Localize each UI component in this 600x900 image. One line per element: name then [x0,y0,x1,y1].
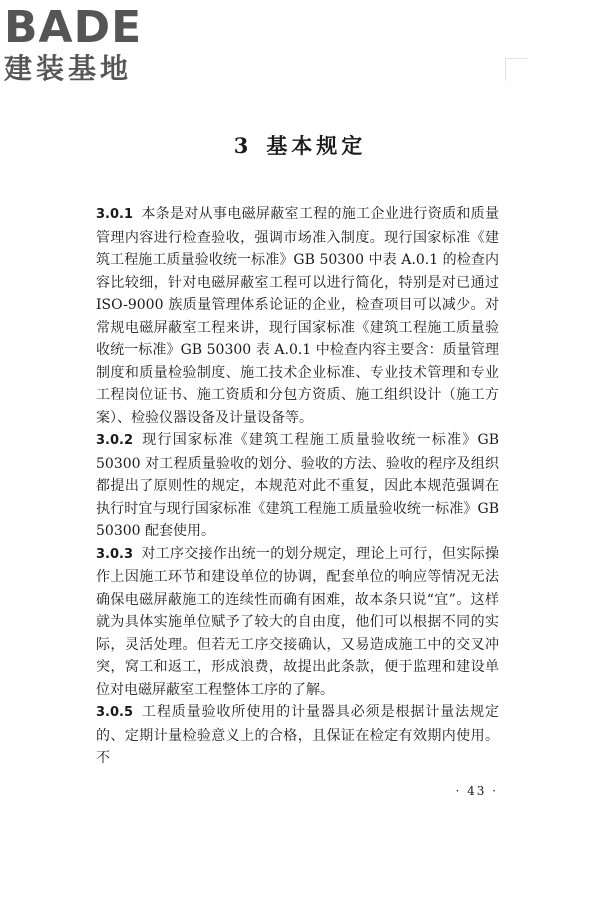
site-logo [4,2,174,96]
chapter-heading: 基本规定 [266,133,367,158]
chapter-title [0,130,600,160]
clause-3-0-5 [96,701,499,770]
clause-number: 3.0.5 [96,705,134,720]
crop-mark [505,58,528,81]
chapter-number: 3 [233,133,253,158]
clause-text: 本条是对从事电磁屏蔽室工程的施工企业进行资质和质量管理内容进行检查验收，强调市场准入制度。现行国家标准《建筑工程施工质量验收统一标准》GB 50300 中表 A.0.1 的检查内容比较细，针对电磁屏蔽室工程可以进行简化，特别是对已通过 ISO-9000 族质量管理体系论证的企业，检查项目可以减少。对常规电磁屏蔽室工程来讲，现行国家标准《建筑工程施工质量验收统一标准》GB 50300 表 A.0.1 中检查内容主要含：质量管理制度和质量检验制度、施工技术企业标准、专业技术管理和专业工程岗位证书、施工资质和分包方资质、施工组织设计（施工方案）、检验仪器设备及计量设备等。 [96,206,499,426]
clause-number: 3.0.1 [96,207,134,222]
clause-text: 工程质量验收所使用的计量器具必须是根据计量法规定的、定期计量检验意义上的合格，且保证在检定有效期内使用。不 [96,704,499,766]
clause-number: 3.0.3 [96,546,134,562]
logo-wordmark: BADE [4,2,143,53]
page-number: · 43 · [455,784,498,798]
clause-3-0-3 [96,543,499,702]
clause-3-0-2 [96,429,499,543]
chapter-body [96,203,499,770]
clause-number: 3.0.2 [96,433,134,448]
logo-chinese-name: 建装基地 [4,52,133,85]
clause-3-0-1 [96,203,499,429]
clause-text: 现行国家标准《建筑工程施工质量验收统一标准》GB 50300 对工程质量验收的划分、验收的方法、验收的程序及组织都提出了原则性的规定，本规范对此不重复，因此本规范强调在执行时宜与现行国家标准《建筑工程施工质量验收统一标准》GB 50300 配套使用。 [96,432,499,539]
clause-text: 对工序交接作出统一的划分规定，理论上可行，但实际操作上因施工环节和建设单位的协调，配套单位的响应等情况无法确保电磁屏蔽施工的连续性而确有困难，故本条只说“宜”。这样就为具体实施单位赋予了较大的自由度，他们可以根据不同的实际，灵活处理。但若无工序交接确认，又易造成施工中的交叉冲突，窝工和返工，形成浪费，故提出此条款，便于监理和建设单位对电磁屏蔽室工程整体工序的了解。 [96,545,499,698]
